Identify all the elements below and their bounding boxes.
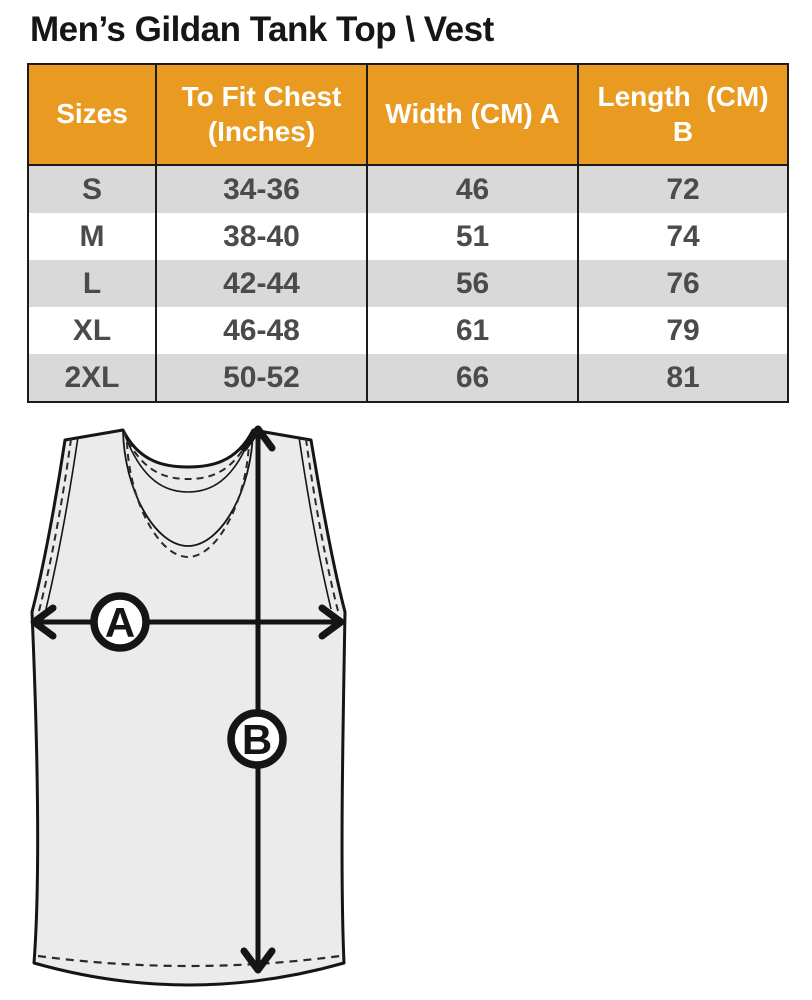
table-cell-chest: 38-40 — [157, 213, 368, 260]
column-header-chest — [157, 65, 368, 166]
table-cell-chest: 42-44 — [157, 260, 368, 307]
label-a-text: A — [104, 599, 136, 646]
table-cell-size: L — [29, 260, 157, 307]
header-line: Sizes — [56, 98, 128, 130]
table-cell-length: 81 — [579, 354, 787, 401]
table-cell-length: 79 — [579, 307, 787, 354]
header-line: To Fit Chest — [181, 80, 342, 112]
table-cell-width: 46 — [368, 166, 579, 213]
table-cell-length: 72 — [579, 166, 787, 213]
label-b-badge — [231, 713, 283, 765]
column-header-width — [368, 65, 579, 166]
size-chart-table — [27, 63, 789, 403]
table-cell-size: S — [29, 166, 157, 213]
table-cell-width: 51 — [368, 213, 579, 260]
page-title: Men’s Gildan Tank Top \ Vest — [30, 10, 494, 49]
header-line: (Inches) — [207, 115, 316, 147]
label-a-badge — [94, 596, 146, 648]
table-cell-size: M — [29, 213, 157, 260]
label-b-text: B — [241, 716, 273, 763]
table-cell-chest: 46-48 — [157, 307, 368, 354]
table-cell-length: 76 — [579, 260, 787, 307]
tank-top-diagram — [0, 400, 400, 1000]
header-line: Length (CM) — [597, 80, 769, 112]
table-cell-length: 74 — [579, 213, 787, 260]
column-header-sizes — [29, 65, 157, 166]
column-header-length — [579, 65, 787, 166]
table-cell-width: 61 — [368, 307, 579, 354]
table-cell-width: 56 — [368, 260, 579, 307]
table-cell-size: XL — [29, 307, 157, 354]
tank-top-outline — [32, 430, 345, 985]
header-line: B — [672, 115, 694, 147]
table-cell-width: 66 — [368, 354, 579, 401]
table-cell-chest: 34-36 — [157, 166, 368, 213]
table-cell-chest: 50-52 — [157, 354, 368, 401]
header-line: Width (CM) A — [385, 98, 560, 130]
table-cell-size: 2XL — [29, 354, 157, 401]
